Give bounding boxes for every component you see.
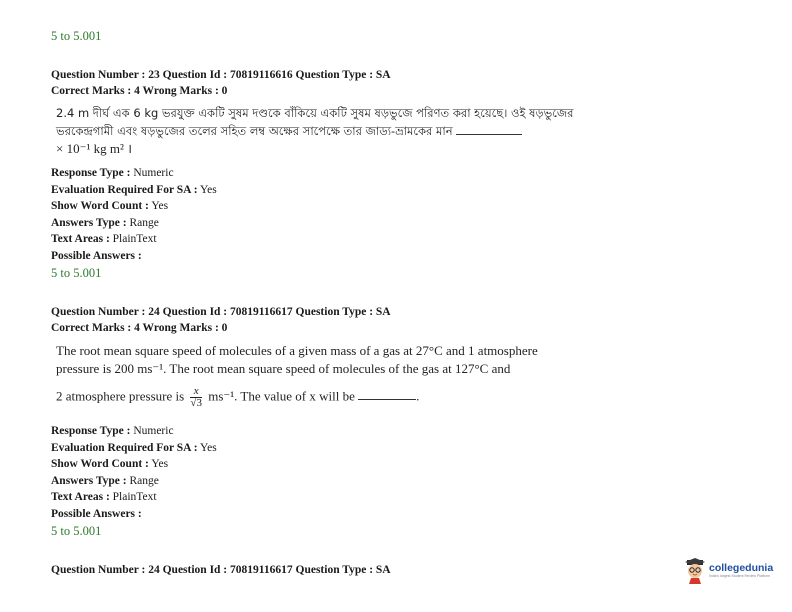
q23-marks: Correct Marks : 4 Wrong Marks : 0	[51, 85, 228, 97]
label: Answers Type :	[51, 474, 127, 487]
logo-name: collegedunia	[709, 562, 774, 574]
value: Yes	[151, 458, 169, 470]
q24-marks: Correct Marks : 4 Wrong Marks : 0	[51, 322, 228, 334]
label: Evaluation Required For SA :	[51, 441, 198, 454]
q23-response-type	[51, 167, 217, 184]
q24-header: Question Number : 24 Question Id : 70819116617 Question Type : SA	[51, 306, 391, 318]
q23-details	[51, 167, 217, 281]
value: Yes	[151, 200, 169, 212]
q24-evaluation-required	[51, 442, 217, 459]
q24-text-line-3b: ms⁻¹. The value of x will be	[208, 388, 355, 404]
label: Response Type :	[51, 425, 131, 437]
q23-answers-type	[51, 217, 217, 234]
q24-answer-blank	[358, 389, 416, 400]
q23-text-line-2-content: ভরকেন্দ্রগামী এবং ষড়ভুজের তলের সহিত লম্ব অক্ষের সাপেক্ষে তার জাড্য-ভ্রামকের মান	[56, 124, 453, 138]
q24-text-line-3	[56, 386, 586, 409]
label: Text Areas :	[51, 491, 110, 503]
q23-text-line-1: 2.4 m দীর্ঘ এক 6 kg ভরযুক্ত একটি সুষম দণ্ডকে বাঁকিয়ে একটি সুষম ষড়ভুজে পরিণত করা হয়েছে। ওই ষড়ভুজের	[56, 106, 574, 120]
value: PlainText	[112, 233, 157, 245]
label: Show Word Count :	[51, 200, 149, 212]
q24-question-text	[56, 342, 586, 409]
q24-answers-type	[51, 475, 217, 492]
value: Numeric	[133, 167, 174, 179]
label: Evaluation Required For SA :	[51, 183, 198, 196]
label: Possible Answers :	[51, 249, 142, 262]
label: Response Type :	[51, 167, 131, 179]
q23-answer-blank	[456, 124, 522, 135]
q24-text-line-3a: 2 atmosphere pressure is	[56, 388, 185, 404]
q24-text-line-1: The root mean square speed of molecules of a given mass of a gas at 27°C and 1 atmosphere	[56, 343, 538, 358]
q24-text-line-3c: .	[416, 388, 420, 404]
value: Yes	[200, 183, 217, 196]
mascot-icon	[683, 558, 707, 584]
label: Possible Answers :	[51, 507, 142, 520]
value: Numeric	[133, 425, 174, 437]
value: Range	[129, 216, 159, 229]
logo-tagline: India's largest Student Review Platform	[709, 574, 770, 578]
q24-text-line-2: pressure is 200 ms⁻¹. The root mean square speed of molecules of the gas at 127°C and	[56, 361, 511, 376]
value: Range	[129, 474, 159, 487]
q23-possible-answer-value: 5 to 5.001	[51, 266, 102, 280]
q24-response-type	[51, 425, 217, 442]
q23-text-areas	[51, 233, 217, 250]
q24-fraction	[190, 386, 202, 409]
value: PlainText	[112, 491, 157, 503]
label: Show Word Count :	[51, 458, 149, 470]
q23-question-text	[56, 104, 586, 158]
value: Yes	[200, 441, 217, 454]
previous-possible-answer: 5 to 5.001	[51, 29, 102, 43]
q23-text-line-2	[56, 122, 586, 140]
next-question-header: Question Number : 24 Question Id : 70819116617 Question Type : SA	[51, 564, 391, 576]
label: Text Areas :	[51, 233, 110, 245]
fraction-numerator: x	[190, 386, 202, 398]
collegedunia-logo	[683, 558, 773, 584]
q23-text-line-3: × 10⁻¹ kg m² ।	[56, 141, 133, 156]
q24-text-areas	[51, 491, 217, 508]
q23-header: Question Number : 23 Question Id : 70819116616 Question Type : SA	[51, 69, 391, 81]
q23-show-word-count	[51, 200, 217, 217]
label: Answers Type :	[51, 216, 127, 229]
q24-possible-answer-value: 5 to 5.001	[51, 524, 102, 538]
q23-evaluation-required	[51, 184, 217, 201]
q23-possible-answers	[51, 250, 217, 267]
q24-details	[51, 425, 217, 539]
fraction-denominator: √3	[190, 397, 202, 409]
q24-possible-answers	[51, 508, 217, 525]
q24-show-word-count	[51, 458, 217, 475]
